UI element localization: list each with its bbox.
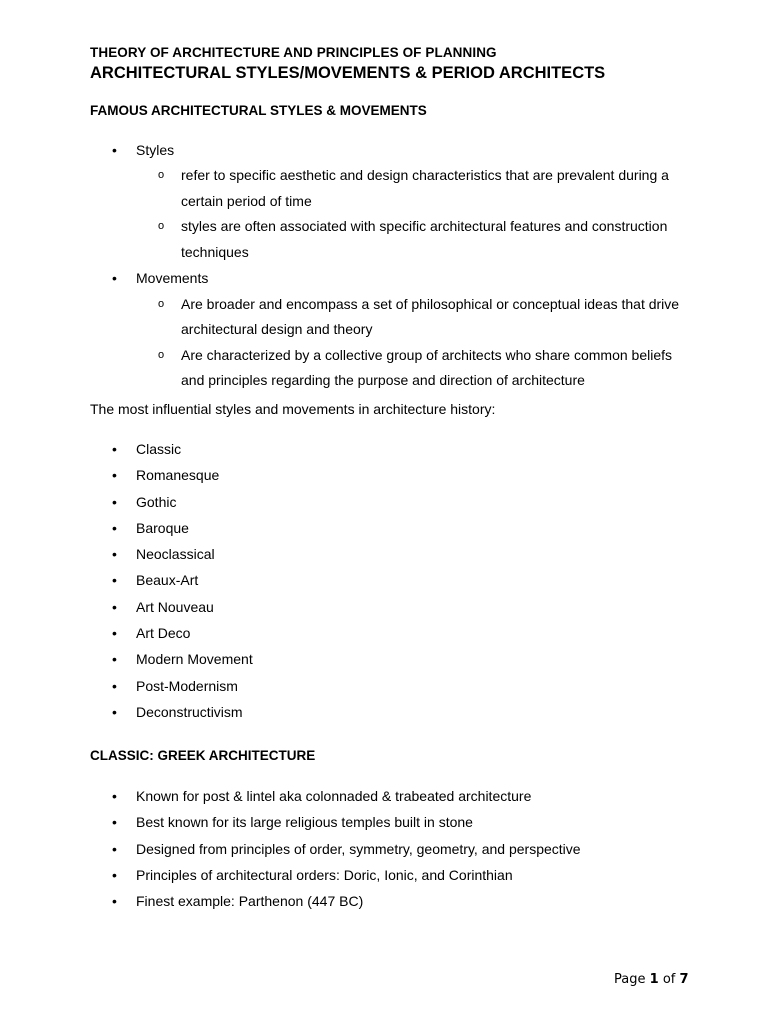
list-item: • Best known for its large religious temples built in stone xyxy=(0,809,768,835)
bullet-icon: • xyxy=(112,598,117,615)
list-item: • Neoclassical xyxy=(0,541,768,567)
list-item: • Deconstructivism xyxy=(0,699,768,725)
bullet-icon: • xyxy=(112,703,117,720)
greek-architecture-list xyxy=(0,783,768,914)
bullet-icon: • xyxy=(112,493,117,510)
bullet-icon: • xyxy=(112,625,117,642)
sub-list-item: o refer to specific aesthetic and design characteristics that are prevalent during a certain period of time xyxy=(136,163,681,214)
bullet-icon: • xyxy=(112,441,117,457)
circle-bullet-icon: o xyxy=(158,348,165,361)
styles-sublist xyxy=(136,163,768,265)
bullet-icon: • xyxy=(112,142,117,158)
bullet-icon: • xyxy=(112,546,117,563)
bullet-icon: • xyxy=(112,467,117,484)
document-title: THEORY OF ARCHITECTURE AND PRINCIPLES OF PLANNING xyxy=(90,45,497,60)
page-number: Page 1 of 7 xyxy=(614,972,689,987)
section-heading-greek: CLASSIC: GREEK ARCHITECTURE xyxy=(90,748,316,763)
list-item-label: Styles xyxy=(136,142,175,158)
bullet-icon: • xyxy=(112,519,117,536)
styles-movements-list xyxy=(0,137,768,394)
bullet-icon: • xyxy=(112,270,117,287)
influential-intro: The most influential styles and movements in architecture history: xyxy=(90,401,496,417)
list-item: • Art Deco xyxy=(0,620,768,646)
list-item: • Gothic xyxy=(0,489,768,515)
list-item-label: Movements xyxy=(136,270,209,287)
circle-bullet-icon: o xyxy=(158,169,165,182)
bullet-icon: • xyxy=(112,651,117,668)
circle-bullet-icon: o xyxy=(158,297,165,310)
document-subtitle: ARCHITECTURAL STYLES/MOVEMENTS & PERIOD ARCHITECTS xyxy=(90,64,606,82)
section-heading-styles-movements: FAMOUS ARCHITECTURAL STYLES & MOVEMENTS xyxy=(90,103,427,118)
circle-bullet-icon: o xyxy=(158,220,165,233)
list-item-styles xyxy=(0,137,768,265)
list-item: • Principles of architectural orders: Doric, Ionic, and Corinthian xyxy=(0,862,768,888)
sub-list-item: o Are broader and encompass a set of philosophical or conceptual ideas that drive architectural design and theory xyxy=(136,292,681,343)
list-item: • Romanesque xyxy=(0,462,768,488)
list-item: • Finest example: Parthenon (447 BC) xyxy=(0,888,768,914)
list-item: • Art Nouveau xyxy=(0,594,768,620)
list-item: • Post-Modernism xyxy=(0,673,768,699)
list-item: • Classic xyxy=(0,436,768,462)
bullet-icon: • xyxy=(112,677,117,694)
bullet-icon: • xyxy=(112,840,117,857)
bullet-icon: • xyxy=(112,788,117,804)
list-item: • Designed from principles of order, symmetry, geometry, and perspective xyxy=(0,836,768,862)
list-item: • Modern Movement xyxy=(0,646,768,672)
list-item: • Known for post & lintel aka colonnaded & trabeated architecture xyxy=(0,783,768,809)
bullet-icon: • xyxy=(112,866,117,883)
list-item-movements xyxy=(0,265,768,393)
sub-list-item: o styles are often associated with specific architectural features and construction techniques xyxy=(136,214,681,265)
movements-sublist xyxy=(136,292,768,394)
bullet-icon: • xyxy=(112,814,117,831)
list-item: • Baroque xyxy=(0,515,768,541)
list-item: • Beaux-Art xyxy=(0,567,768,593)
bullet-icon: • xyxy=(112,893,117,910)
sub-list-item: o Are characterized by a collective group of architects who share common beliefs and principles regarding the purpose and direction of architecture xyxy=(136,343,681,394)
influential-styles-list xyxy=(0,436,768,725)
bullet-icon: • xyxy=(112,572,117,589)
